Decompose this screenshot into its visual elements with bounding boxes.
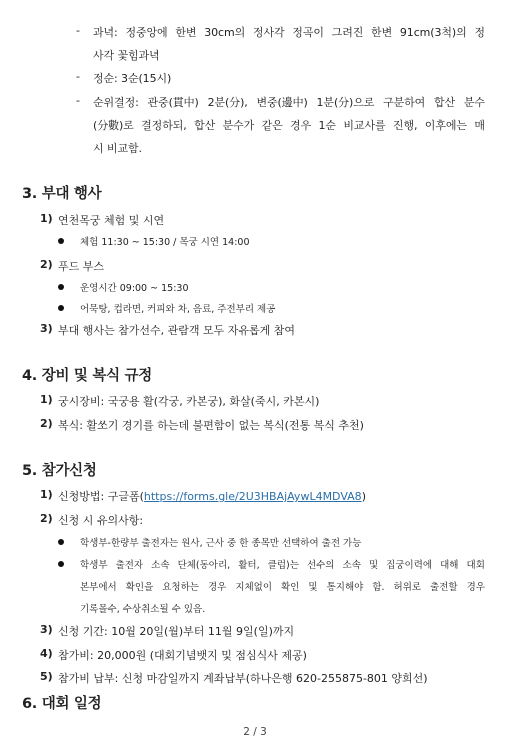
rule-ranking-line1 bbox=[93, 94, 485, 110]
word: 같은 bbox=[261, 119, 283, 132]
word: 비교사를 bbox=[343, 119, 386, 132]
attire-item: 복식: 활쏘기 경기를 하는데 불편함이 없는 복식(전통 복식 추천) bbox=[58, 419, 364, 432]
word: 한변 bbox=[175, 26, 197, 39]
item-number: 2) bbox=[40, 258, 53, 271]
apply-notes: 신청 시 유의사항: bbox=[58, 514, 144, 527]
word: 진행, bbox=[392, 119, 418, 132]
apply-method-suffix: ) bbox=[361, 490, 366, 503]
word: 클럽)는 bbox=[267, 560, 299, 571]
equipment-item: 궁시장비: 국궁용 활(각궁, 카본궁), 화살(죽시, 카본시) bbox=[58, 395, 320, 408]
item-number: 5) bbox=[40, 670, 53, 683]
page-number: 2 / 3 bbox=[243, 726, 267, 738]
word: 경우 bbox=[207, 582, 227, 593]
word: 대해 bbox=[440, 560, 459, 571]
event-item-3: 부대 행사는 참가선수, 관람객 모두 자유롭게 참여 bbox=[58, 324, 295, 337]
word: 정곡이 bbox=[292, 26, 324, 39]
word: 이후에는 bbox=[424, 119, 467, 132]
notes-bullet-2-line2 bbox=[80, 579, 485, 593]
bullet-icon bbox=[58, 284, 64, 290]
word: 결정하되, bbox=[141, 119, 187, 132]
notes-bullet-2-line3: 기록몰수, 수상취소될 수 있음. bbox=[80, 604, 206, 615]
word: 학생부 bbox=[80, 560, 108, 571]
word: 91cm(3척)의 bbox=[399, 26, 467, 39]
dash-marker: - bbox=[76, 70, 80, 83]
word: 1분(分)으로 bbox=[316, 96, 375, 109]
event-bullet-food: 어묵탕, 컵라면, 커피와 차, 음료, 주전부리 제공 bbox=[80, 304, 276, 315]
word: 및 bbox=[308, 582, 318, 593]
word: 활터, bbox=[238, 560, 260, 571]
event-bullet-experience: 체험 11:30 ~ 15:30 / 목궁 시연 14:00 bbox=[80, 237, 250, 248]
word: 1순 bbox=[318, 119, 336, 132]
word: 관중(貫中) bbox=[147, 96, 199, 109]
section-3-title: 3. 부대 행사 bbox=[22, 186, 102, 202]
item-number: 2) bbox=[40, 417, 53, 430]
event-item-1: 연천목궁 체험 및 시연 bbox=[58, 214, 165, 227]
word: 지체없이 bbox=[235, 582, 273, 593]
word: 대회 bbox=[466, 560, 485, 571]
word: 2분(分), bbox=[207, 96, 248, 109]
word: 단체(동아리, bbox=[177, 560, 231, 571]
word: 경우 bbox=[466, 582, 485, 593]
fee-payment: 참가비 납부: 신청 마감일까지 계좌납부(하나은행 620-255875-801 양희선) bbox=[58, 672, 428, 685]
word: 정사각 bbox=[252, 26, 285, 39]
word: 분수가 bbox=[222, 119, 255, 132]
item-number: 1) bbox=[40, 212, 53, 225]
word: 변중(邊中) bbox=[256, 96, 308, 109]
word: 30cm의 bbox=[204, 26, 246, 39]
bullet-icon bbox=[58, 238, 64, 244]
word: 집궁이력에 bbox=[386, 560, 433, 571]
event-bullet-hours: 운영시간 09:00 ~ 15:30 bbox=[80, 283, 189, 294]
word: 함. bbox=[372, 582, 385, 593]
word: 통지해야 bbox=[326, 582, 364, 593]
word: 정중앙에 bbox=[125, 26, 168, 39]
word: 출전자 bbox=[115, 560, 144, 571]
word: 분수 bbox=[463, 96, 485, 109]
bullet-icon bbox=[58, 561, 64, 567]
bullet-icon bbox=[58, 305, 64, 311]
word: 소속 bbox=[342, 560, 361, 571]
rule-target-line2: 사각 꽃힘과녁 bbox=[93, 49, 160, 62]
notes-bullet-1: 학생부-한량부 출전자는 원사, 근사 중 한 종목만 선택하여 출전 가능 bbox=[80, 538, 362, 549]
item-number: 2) bbox=[40, 512, 53, 525]
event-item-2: 푸드 부스 bbox=[58, 260, 105, 273]
item-number: 4) bbox=[40, 647, 53, 660]
word: 한변 bbox=[371, 26, 393, 39]
rule-target-line1 bbox=[93, 24, 485, 40]
word: 및 bbox=[368, 560, 379, 571]
word: 확인 bbox=[281, 582, 300, 593]
word: 구분하여 bbox=[383, 96, 426, 109]
entry-fee: 참가비: 20,000원 (대회기념뱃지 및 점심식사 제공) bbox=[58, 649, 307, 662]
word: (分數)로 bbox=[93, 119, 134, 132]
item-number: 1) bbox=[40, 488, 53, 501]
google-form-link[interactable]: https://forms.gle/2U3HBAjAywL4MDVA8 bbox=[143, 490, 362, 503]
dash-marker: - bbox=[76, 24, 80, 37]
bullet-icon bbox=[58, 539, 64, 545]
word: 소속 bbox=[151, 560, 170, 571]
word: 출전할 bbox=[430, 582, 458, 593]
word: 순위결정: bbox=[93, 96, 139, 109]
item-number: 3) bbox=[40, 623, 53, 636]
word: 확인을 bbox=[125, 582, 154, 593]
section-4-title: 4. 장비 및 복식 규정 bbox=[22, 368, 152, 384]
word: 과녁: bbox=[93, 26, 118, 39]
apply-method-prefix: 신청방법: 구글폼( bbox=[58, 490, 144, 503]
apply-period: 신청 기간: 10월 20일(월)부터 11월 9일(일)까지 bbox=[58, 625, 295, 638]
word: 경우 bbox=[290, 119, 312, 132]
rule-ranking-line2 bbox=[93, 117, 485, 133]
apply-method bbox=[58, 488, 366, 504]
word: 합산 bbox=[194, 119, 216, 132]
word: 요청하는 bbox=[162, 582, 199, 593]
word: 정 bbox=[474, 26, 485, 39]
section-5-title: 5. 참가신청 bbox=[22, 463, 97, 479]
dash-marker: - bbox=[76, 94, 80, 107]
word: 합산 bbox=[433, 96, 456, 109]
rule-rounds: 정순: 3순(15시) bbox=[93, 72, 172, 85]
word: 허위로 bbox=[393, 582, 422, 593]
notes-bullet-2-line1 bbox=[80, 557, 485, 571]
word: 그려진 bbox=[331, 26, 364, 39]
word: 매 bbox=[474, 119, 485, 132]
word: 선수의 bbox=[306, 560, 335, 571]
section-6-title: 6. 대회 일정 bbox=[22, 696, 102, 712]
item-number: 1) bbox=[40, 393, 53, 406]
rule-ranking-line3: 시 비교함. bbox=[93, 142, 142, 155]
word: 본부에서 bbox=[80, 582, 117, 593]
item-number: 3) bbox=[40, 322, 53, 335]
